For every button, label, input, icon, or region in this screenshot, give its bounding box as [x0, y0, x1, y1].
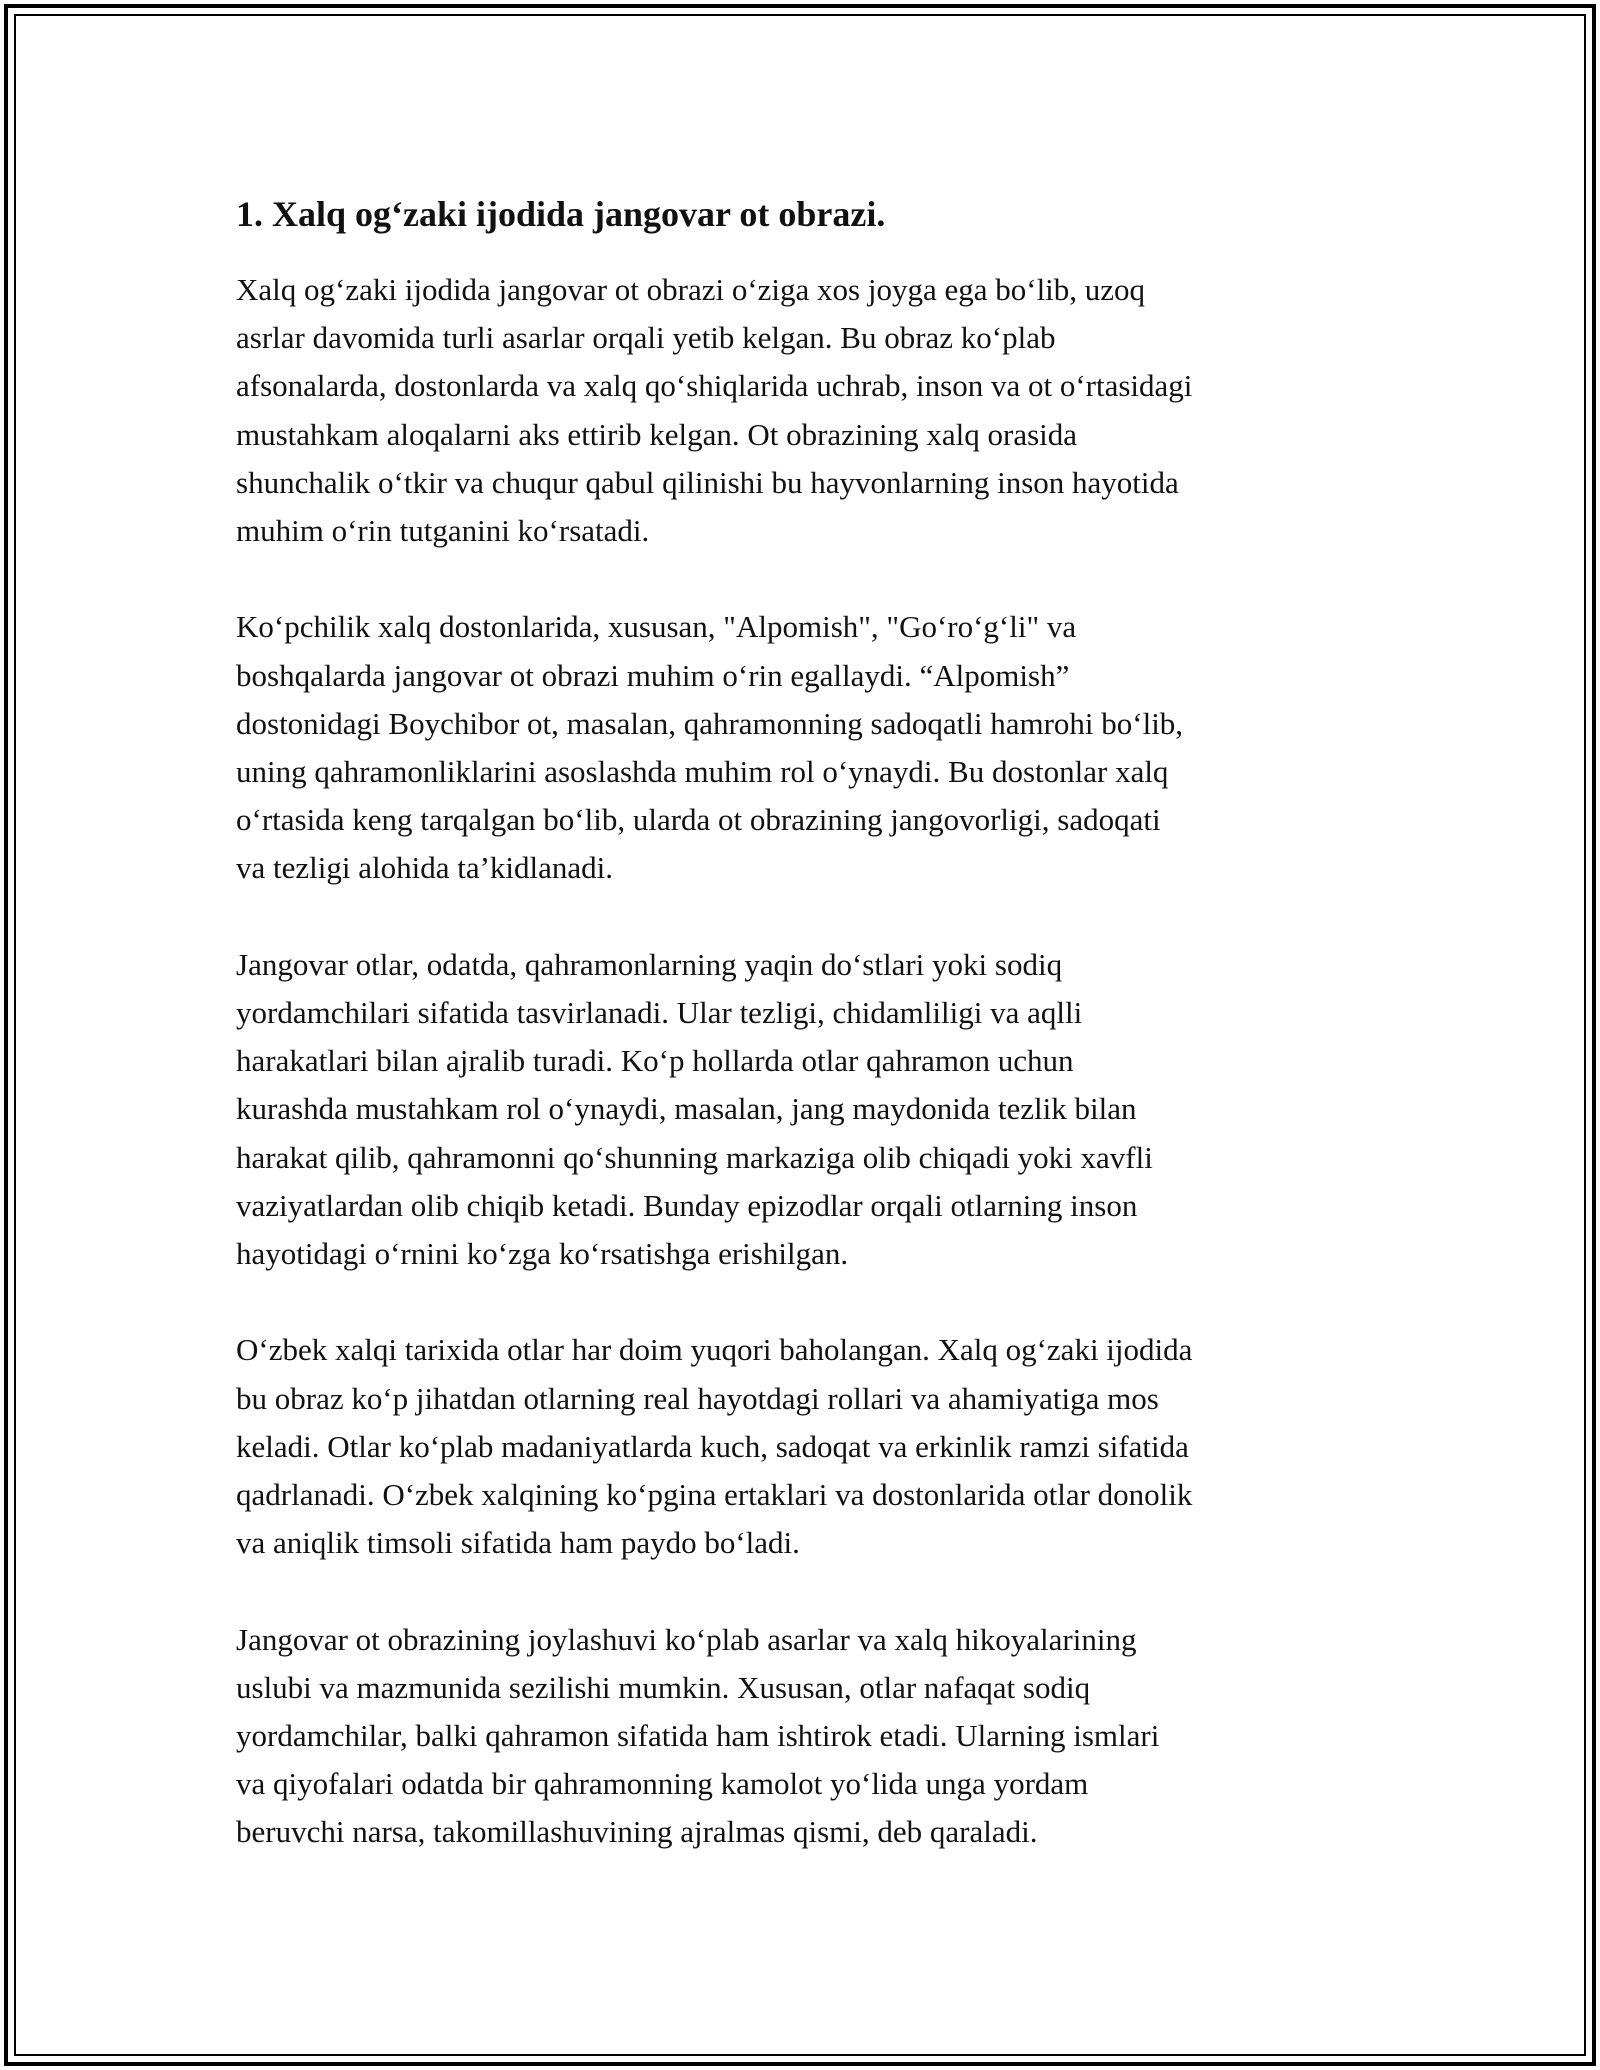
paragraph-line: harakatlari bilan ajralib turadi. Ko‘p hollarda otlar qahramon uchun — [236, 1043, 1074, 1079]
paragraph-line: beruvchi narsa, takomillashuvining ajralmas qismi, deb qaraladi. — [236, 1814, 1038, 1850]
paragraph-line: afsonalarda, dostonlarda va xalq qo‘shiqlarida uchrab, inson va ot o‘rtasidagi — [236, 368, 1193, 404]
paragraph-line: uning qahramonliklarini asoslashda muhim rol o‘ynaydi. Bu dostonlar xalq — [236, 754, 1169, 790]
paragraph-line: yordamchilar, balki qahramon sifatida ham ishtirok etadi. Ularning ismlari — [236, 1718, 1160, 1754]
paragraph-line: hayotidagi o‘rnini ko‘zga ko‘rsatishga erishilgan. — [236, 1236, 849, 1272]
paragraph-line: vaziyatlardan olib chiqib ketadi. Bunday epizodlar orqali otlarning inson — [236, 1187, 1138, 1223]
body-paragraph — [236, 603, 1376, 892]
paragraph-line: harakat qilib, qahramonni qo‘shunning markaziga olib chiqadi yoki xavfli — [236, 1139, 1153, 1175]
paragraph-line: kurashda mustahkam rol o‘ynaydi, masalan, jang maydonida tezlik bilan — [236, 1091, 1137, 1127]
paragraph-line: uslubi va mazmunida sezilishi mumkin. Xususan, otlar nafaqat sodiq — [236, 1669, 1091, 1705]
paragraph-line: qadrlanadi. O‘zbek xalqining ko‘pgina ertaklari va dostonlarida otlar donolik — [236, 1477, 1193, 1513]
paragraph-line: va aniqlik timsoli sifatida ham paydo bo‘ladi. — [236, 1525, 800, 1561]
paragraph-line: Jangovar otlar, odatda, qahramonlarning yaqin do‘stlari yoki sodiq — [236, 946, 1063, 982]
paragraph-line: Xalq og‘zaki ijodida jangovar ot obrazi o‘ziga xos joyga ega bo‘lib, uzoq — [236, 272, 1146, 307]
paragraph-line: Ko‘pchilik xalq dostonlarida, xususan, "Alpomish", "Go‘ro‘g‘li" va — [236, 609, 1077, 645]
document-body — [236, 190, 1376, 1905]
paragraph-line: bu obraz ko‘p jihatdan otlarning real hayotdagi rollari va ahamiyatiga mos — [236, 1380, 1159, 1416]
paragraph-line: shunchalik o‘tkir va chuqur qabul qilinishi bu hayvonlarning inson hayotida — [236, 464, 1179, 500]
paragraph-line: yordamchilari sifatida tasvirlanadi. Ular tezligi, chidamliligi va aqlli — [236, 995, 1083, 1031]
paragraph-line: o‘rtasida keng tarqalgan bo‘lib, ularda ot obrazining jangovorligi, sadoqati — [236, 802, 1161, 838]
paragraph-line: boshqalarda jangovar ot obrazi muhim o‘rin egallaydi. “Alpomish” — [236, 657, 1070, 693]
paragraph-line: keladi. Otlar ko‘plab madaniyatlarda kuch, sadoqat va erkinlik ramzi sifatida — [236, 1428, 1189, 1464]
body-paragraph — [236, 1616, 1376, 1857]
paragraph-line: muhim o‘rin tutganini ko‘rsatadi. — [236, 513, 650, 549]
body-paragraph — [236, 941, 1376, 1278]
paragraph-line: va tezligi alohida ta’kidlanadi. — [236, 850, 614, 886]
paragraph-line: Jangovar ot obrazining joylashuvi ko‘plab asarlar va xalq hikoyalarining — [236, 1621, 1137, 1657]
body-paragraph — [236, 266, 1376, 555]
paragraph-line: asrlar davomida turli asarlar orqali yetib kelgan. Bu obraz ko‘plab — [236, 320, 1056, 356]
section-heading: 1. Xalq og‘zaki ijodida jangovar ot obrazi. — [236, 194, 886, 234]
paragraph-line: mustahkam aloqalarni aks ettirib kelgan. Ot obrazining xalq orasida — [236, 416, 1078, 452]
paragraph-list — [236, 266, 1376, 1857]
body-paragraph — [236, 1326, 1376, 1567]
paragraph-line: O‘zbek xalqi tarixida otlar har doim yuqori baholangan. Xalq og‘zaki ijodida — [236, 1332, 1193, 1368]
paragraph-line: dostonidagi Boychibor ot, masalan, qahramonning sadoqatli hamrohi bo‘lib, — [236, 705, 1184, 741]
paragraph-line: va qiyofalari odatda bir qahramonning kamolot yo‘lida unga yordam — [236, 1766, 1089, 1802]
